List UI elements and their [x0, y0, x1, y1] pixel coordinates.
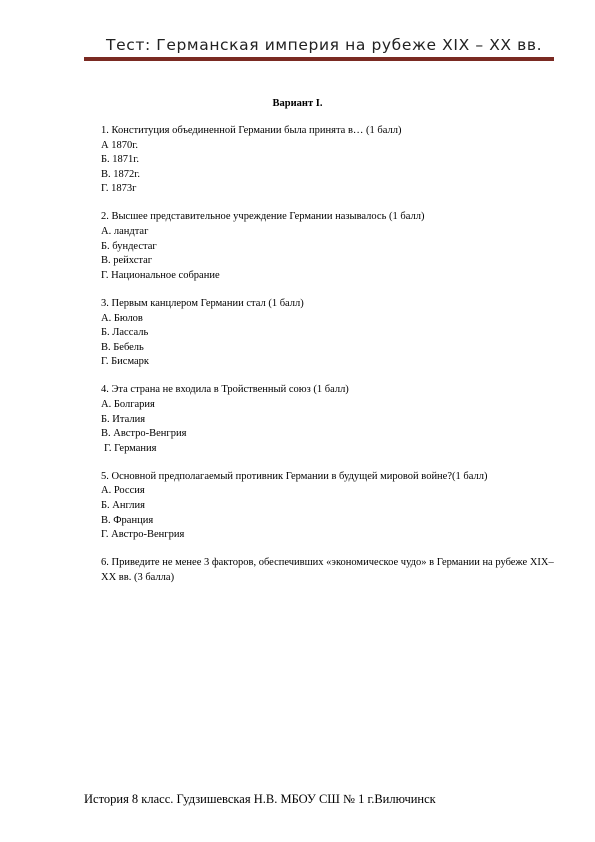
answer-option: А 1870г.	[101, 139, 138, 151]
answer-option: Г. Национальное собрание	[101, 269, 220, 281]
answer-option: Г. Германия	[104, 442, 157, 454]
question-text: 4. Эта страна не входила в Тройственный союз (1 балл)	[101, 384, 349, 396]
answer-option: В. рейхстаг	[101, 255, 153, 267]
question-3	[101, 297, 556, 370]
answer-option: Б. бундестаг	[101, 240, 157, 252]
question-list	[101, 124, 556, 599]
question-4	[101, 383, 556, 456]
question-text: 3. Первым канцлером Германии стал (1 балл)	[101, 297, 304, 309]
answer-option: Г. Австро-Венгрия	[101, 529, 185, 541]
question-6	[101, 556, 556, 585]
answer-option: Б. Лассаль	[101, 327, 149, 339]
answer-option: Б. Италия	[101, 413, 146, 425]
page-title: Тест: Германская империя на рубеже XIX – XX вв.	[106, 36, 543, 54]
answer-option: А. Россия	[101, 485, 145, 497]
question-text: 2. Высшее представительное учреждение Германии называлось (1 балл)	[101, 211, 425, 223]
answer-option: Б. 1871г.	[101, 154, 140, 166]
question-1	[101, 124, 556, 197]
answer-option: В. Австро-Венгрия	[101, 428, 187, 440]
question-text: 1. Конституция объединенной Германии была принята в… (1 балл)	[101, 125, 402, 136]
answer-option: А. ландтаг	[101, 226, 149, 238]
answer-option: А. Бюлов	[101, 312, 143, 324]
header-divider	[84, 57, 554, 61]
answer-option: А. Болгария	[101, 399, 155, 410]
question-text: 5. Основной предполагаемый противник Германии в будущей мировой войне?(1 балл)	[101, 470, 488, 482]
answer-option: Б. Англия	[101, 500, 145, 512]
question-2	[101, 210, 556, 283]
variant-heading: Вариант I.	[272, 98, 323, 109]
page-footer: История 8 класс. Гудзишевская Н.В. МБОУ СШ № 1 г.Вилючинск	[84, 792, 436, 806]
answer-option: В. Бебель	[101, 341, 144, 353]
answer-option: Г. Бисмарк	[101, 356, 150, 368]
answer-option: В. Франция	[101, 514, 154, 526]
answer-option: В. 1872г.	[101, 168, 141, 180]
answer-option: Г. 1873г	[101, 183, 137, 195]
question-5	[101, 470, 556, 543]
question-text: 6. Приведите не менее 3 факторов, обеспечивших «экономическое чудо» в Германии на рубеже XIX–XX вв. (3 балла)	[101, 557, 554, 583]
